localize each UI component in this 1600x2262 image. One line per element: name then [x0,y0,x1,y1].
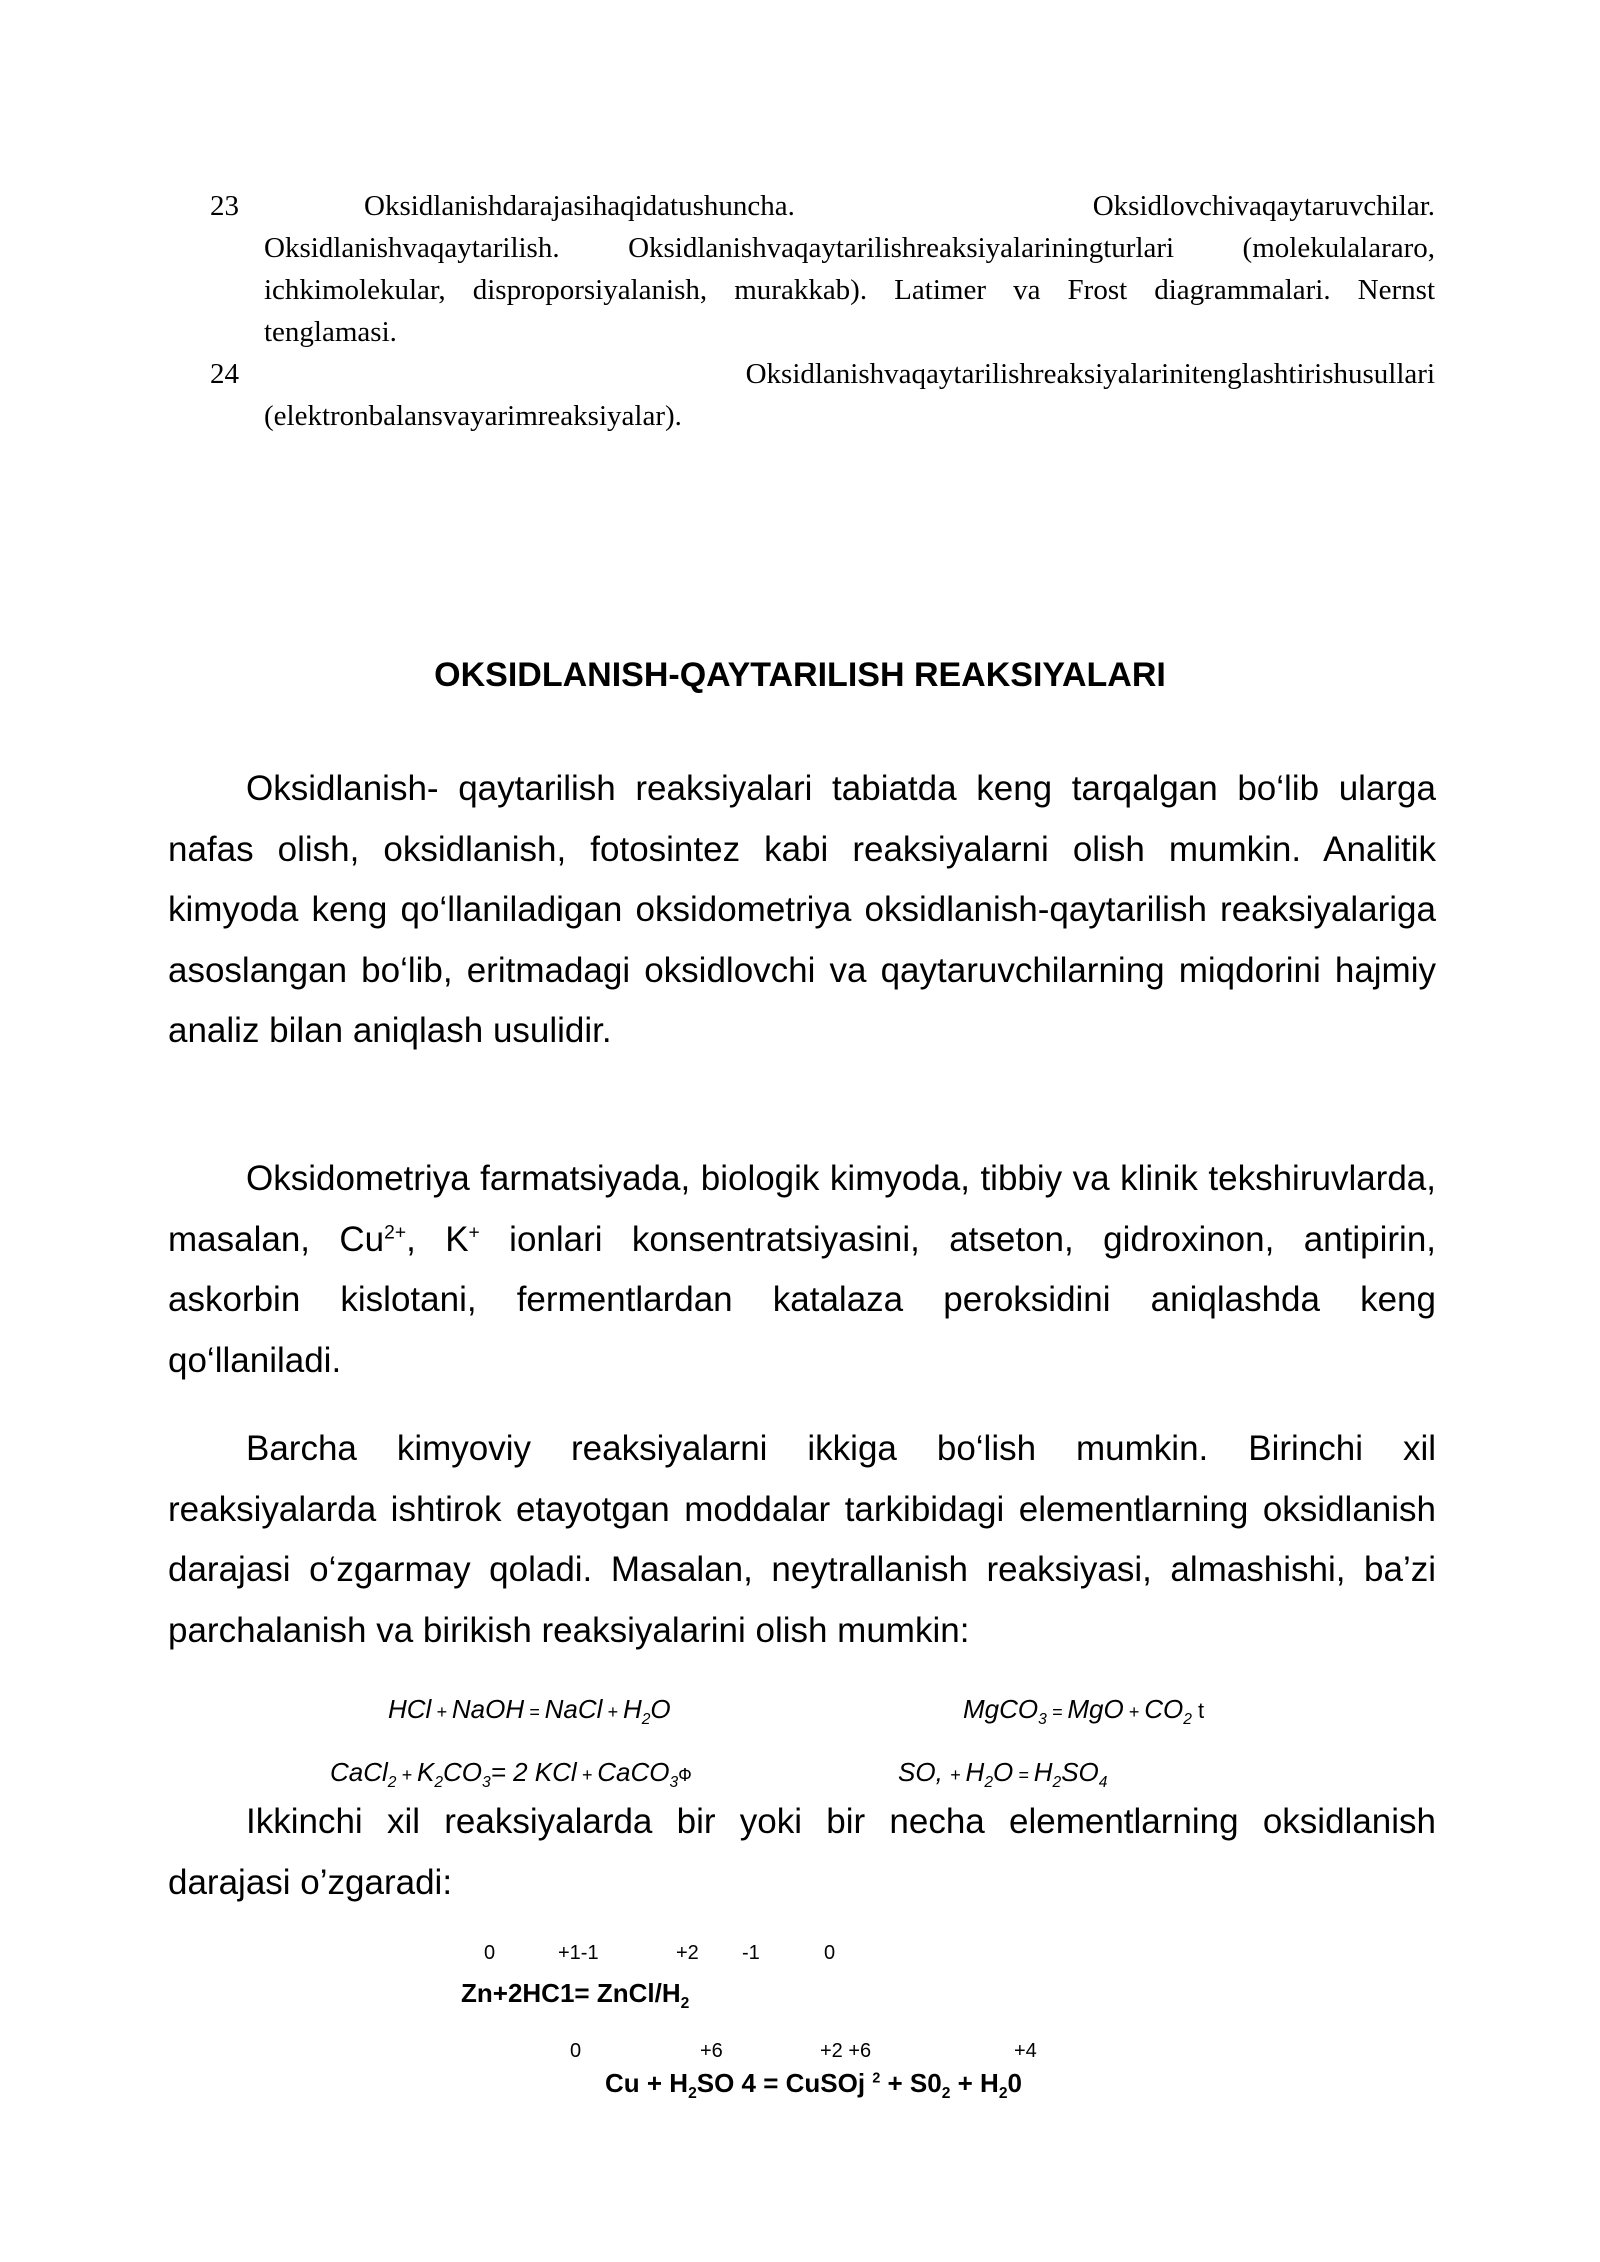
topic-body [210,353,1435,437]
superscript: 2+ [384,1221,407,1243]
redox-equation-1: Zn+2HC1= ZnCl/$H_2$ [461,1978,690,2013]
oxidation-state: +2 [676,1942,699,1964]
oxidation-state: 0 [570,2040,582,2062]
paragraph-text: Oksidlanish- qaytarilish reaksiyalari tabiatda keng tarqalgan bo‘lib ularga nafas olish, oksidlanish, fotosintez kabi reaksiyalarni olish mumkin. Analitik kimyoda keng qo‘llaniladigan oksidometriya oksidlanish-qaytarilish reaksiyalariga asoslangan bo‘lib, eritmadagi oksidlovchi va qaytaruvchilarning miqdorini hajmiy analiz bilan aniqlash usulidir. [168,769,1436,1050]
topic-24 [210,353,1435,437]
topic-23 [210,185,1435,353]
topic-number: 23 [210,190,239,222]
topic-body [210,185,1435,353]
equation-4: SO, + $H_2O = H_2SO_4$ [898,1757,1108,1792]
topic-title-part: Oksidlovchivaqaytaruvchilar. [1092,190,1435,222]
topic-title-part: Oksidlanishvaqaytarilishreaksiyalarinitenglashtirishusullari [745,358,1435,390]
oxidation-state: -1 [742,1942,760,1964]
redox-equation-2: $Cu + H_2SO$ 4 = CuSOj $^2 + S0_2 + H_20$ [605,2068,1022,2103]
paragraph-4 [168,1792,1436,1913]
oxidation-state: +6 [700,2040,723,2062]
paragraph-text: Barcha kimyoviy reaksiyalarni ikkiga bo‘lish mumkin. Birinchi xil reaksiyalarda ishtirok etayotgan moddalar tarkibidagi elementlarning oksidlanish darajasi o‘zgarmay qoladi. Masalan, neytrallanish reaksiyasi, almashishi, ba’zi parchalanish va birikish reaksiyalarini olish mumkin: [168,1429,1436,1650]
topic-description: Oksidlanishvaqaytarilish. Oksidlanishvaqaytarilishreaksiyalariningturlari (molekulalararo, ichkimolekular, disproporsiyalanish, murakkab). Latimer va Frost diagrammalari. Nernst tenglamasi. [264,232,1435,348]
oxidation-state: +2 +6 [820,2040,872,2062]
paragraph-text: Ikkinchi xil reaksiyalarda bir yoki bir necha elementlarning oksidlanish darajasi o’zgaradi: [168,1802,1436,1902]
topic-first-line [264,353,1435,395]
section-heading: OKSIDLANISH-QAYTARILISH REAKSIYALARI [434,656,1166,694]
paragraph-2 [168,1149,1436,1391]
superscript: + [468,1221,480,1243]
oxidation-state: 0 [824,1942,836,1964]
topic-number: 24 [210,358,239,390]
paragraph-3 [168,1419,1436,1661]
paragraph-text: , K [406,1219,469,1259]
topic-title-part: Oksidlanishdarajasihaqidatushuncha. [364,190,795,222]
equation-2: MgCO$_3$ = MgO + $CO_2$ t [963,1694,1205,1729]
equation-1: HCl + NaOH = NaCl + $H_2O$ [388,1694,671,1729]
paragraph-text: ionlari konsentratsiyasini, atseton, gidroxinon, antipirin, askorbin kislotani, fermentlardan katalaza peroksidini aniqlashda keng qo‘llaniladi. [168,1219,1437,1380]
oxidation-state: 0 [484,1942,496,1964]
oxidation-state: +4 [1014,2040,1037,2062]
paragraph-1 [168,759,1436,1062]
topic-description: (elektronbalansvayarimreaksiyalar). [264,400,682,432]
paragraph-text: Oksidometriya farmatsiyada, biologik kimyoda, tibbiy va klinik tekshiruvlarda, masalan, Cu [168,1159,1436,1259]
oxidation-state: +1-1 [558,1942,599,1964]
equation-3: CaCl$_2$ + $K_2CO_3= 2$ KCl + CaCO$_3$Ф [330,1757,692,1792]
topic-first-line [264,185,1435,227]
